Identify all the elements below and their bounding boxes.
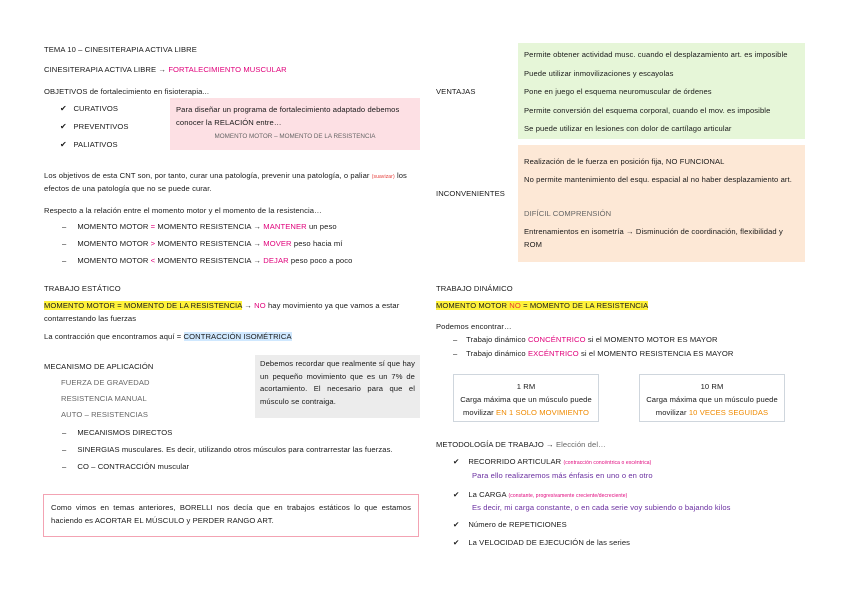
rm10-title: 10 RM — [700, 382, 724, 391]
para-note: (suavizar) — [371, 174, 395, 180]
mecanismo-title: MECANISMO DE APLICACIÓN — [44, 362, 154, 371]
rel-verb: MANTENER — [263, 222, 307, 231]
rel-b: MOMENTO RESISTENCIA → — [157, 222, 262, 231]
mecanismo-dash: – CO – CONTRACCIÓN muscular — [62, 462, 190, 471]
met-sub: Para ello realizaremos más énfasis en uno o en otro — [472, 471, 653, 480]
tipo-pre: Trabajo dinámico — [466, 349, 526, 358]
contraccion-line — [44, 332, 292, 341]
met-label: Número de REPETICIONES — [468, 520, 567, 529]
rel-rest: peso hacia mí — [293, 239, 343, 248]
rm10-box — [639, 374, 785, 422]
cin-label: CINESITERAPIA ACTIVA LIBRE → — [44, 65, 167, 74]
rel-a: MOMENTO MOTOR — [77, 256, 149, 265]
relacion-intro: Respecto a la relación entre el momento motor y el momento de la resistencia… — [44, 206, 322, 215]
tipo-post: si el MOMENTO RESISTENCIA ES MAYOR — [580, 349, 734, 358]
ventajas-label: VENTAJAS — [436, 87, 476, 96]
relacion-row: – MOMENTO MOTOR < MOMENTO RESISTENCIA → DEJAR peso poco a poco — [62, 256, 353, 265]
estatico-title: TRABAJO ESTÁTICO — [44, 284, 121, 293]
check-icon: ✔ — [60, 140, 67, 149]
rel-verb: DEJAR — [263, 256, 289, 265]
inconvenientes-box — [518, 145, 805, 262]
met-item — [453, 520, 567, 529]
mec-dash-text: MECANISMOS DIRECTOS — [77, 428, 173, 437]
list-item — [60, 104, 118, 113]
inconveniente-item: No permite mantenimiento del esqu. espacial al no haber desplazamiento art. — [524, 175, 792, 184]
arrow: → — [244, 301, 252, 310]
dinamico-a: MOMENTO MOTOR — [436, 301, 508, 310]
estatico-no: NO — [254, 301, 266, 310]
tipo-row: – Trabajo dinámico CONCÉNTRICO si el MOMENTO MOTOR ES MAYOR — [453, 335, 718, 344]
grey-note-text: Debemos recordar que realmente sí que hay un pequeño movimiento que es un 7% de acortamiento. El necesario para que el músculo se contraiga. — [260, 359, 415, 406]
contraccion-value: CONTRACCIÓN ISOMÉTRICA — [183, 332, 292, 341]
check-icon: ✔ — [453, 520, 460, 529]
met-label: RECORRIDO ARTICULAR — [468, 457, 562, 466]
mecanismo-item: AUTO – RESISTENCIAS — [61, 410, 148, 419]
check-icon: ✔ — [453, 490, 460, 499]
check-icon: ✔ — [60, 104, 67, 113]
dinamico-no: NO — [509, 301, 521, 310]
rel-verb: MOVER — [263, 239, 292, 248]
objetivo-label: CURATIVOS — [73, 104, 119, 113]
relacion-row: – MOMENTO MOTOR = MOMENTO RESISTENCIA → MANTENER un peso — [62, 222, 337, 231]
rm1-highlight: EN 1 SOLO MOVIMIENTO — [496, 408, 590, 417]
rel-a: MOMENTO MOTOR — [77, 239, 149, 248]
estatico-line — [44, 301, 399, 310]
relacion-row: – MOMENTO MOTOR > MOMENTO RESISTENCIA → MOVER peso hacia mí — [62, 239, 343, 248]
tipo-row: – Trabajo dinámico EXCÉNTRICO si el MOMENTO RESISTENCIA ES MAYOR — [453, 349, 734, 358]
cinesiterapia-line — [44, 65, 287, 74]
objetivo-label: PALIATIVOS — [73, 140, 118, 149]
tipo-post: si el MOMENTO MOTOR ES MAYOR — [587, 335, 718, 344]
inconveniente-item: Realización de le fuerza en posición fija, NO FUNCIONAL — [524, 157, 725, 166]
para-text: Los objetivos de esta CNT son, por tanto, curar una patología, prevenir una patología, o paliar — [44, 171, 370, 180]
met-item — [453, 457, 651, 466]
mecanismo-dash: – SINERGIAS musculares. Es decir, utilizando otros músculos para contrarrestar las fuerzas. — [62, 445, 393, 454]
inconveniente-item: DIFÍCIL COMPRENSIÓN — [524, 209, 612, 218]
mec-dash-text: CO – CONTRACCIÓN muscular — [77, 462, 190, 471]
ventaja-item: Permite obtener actividad musc. cuando el desplazamiento art. es imposible — [524, 50, 788, 59]
dinamico-line — [436, 301, 648, 310]
podemos-text: Podemos encontrar… — [436, 322, 512, 331]
dinamico-title: TRABAJO DINÁMICO — [436, 284, 513, 293]
rel-rest: un peso — [308, 222, 337, 231]
mecanismo-dash: – MECANISMOS DIRECTOS — [62, 428, 173, 437]
ventaja-item: Permite conversión del esquema corporal, cuando el mov. es imposible — [524, 105, 771, 115]
met-item — [453, 490, 627, 499]
pink-note-text: Para diseñar un programa de fortalecimiento adaptado debemos conocer la RELACIÓN entre… — [176, 105, 400, 127]
tipo-kind: CONCÉNTRICO — [527, 335, 586, 344]
rel-op: > — [150, 239, 156, 248]
borelli-box — [43, 494, 419, 537]
rm10-highlight: 10 VECES SEGUIDAS — [688, 408, 769, 417]
rel-b: MOMENTO RESISTENCIA → — [157, 239, 262, 248]
mecanismo-item: FUERZA DE GRAVEDAD — [61, 378, 150, 387]
inconveniente-item: Entrenamientos en isometría → Disminución de coordinación, flexibilidad y ROM — [524, 227, 783, 249]
rel-b: MOMENTO RESISTENCIA → — [157, 256, 262, 265]
rm1-title: 1 RM — [516, 382, 536, 391]
check-icon: ✔ — [60, 122, 67, 131]
list-item — [60, 140, 118, 149]
ventajas-box — [518, 43, 805, 139]
pink-note-sub: MOMENTO MOTOR – MOMENTO DE LA RESISTENCIA — [214, 133, 376, 140]
objetivos-paragraph — [44, 171, 407, 180]
grey-note-box — [255, 355, 420, 418]
list-item — [60, 122, 129, 131]
pink-note-box — [170, 98, 420, 150]
met-label: La VELOCIDAD DE EJECUCIÓN de las series — [468, 538, 631, 547]
mecanismo-item: RESISTENCIA MANUAL — [61, 394, 147, 403]
objetivo-label: PREVENTIVOS — [73, 122, 129, 131]
met-note: (contracción concéntrica o excéntrica) — [563, 460, 652, 466]
rm1-line2: movilizar — [462, 408, 494, 417]
dinamico-b: = MOMENTO DE LA RESISTENCIA — [523, 301, 649, 310]
rel-op: < — [150, 256, 156, 265]
inconvenientes-label: INCONVENIENTES — [436, 189, 505, 198]
dinamico-highlight — [436, 301, 648, 310]
tipo-kind: EXCÉNTRICO — [527, 349, 579, 358]
metodologia-rest: Elección del… — [555, 440, 606, 449]
rel-a: MOMENTO MOTOR — [77, 222, 149, 231]
rm10-line1: Carga máxima que un músculo puede — [646, 395, 778, 404]
objetivos-paragraph-2: efectos de una patología que no se puede curar. — [44, 184, 212, 193]
tipo-pre: Trabajo dinámico — [466, 335, 526, 344]
rm1-line1: Carga máxima que un músculo puede — [460, 395, 592, 404]
met-label: La CARGA — [468, 490, 507, 499]
objetivos-title: OBJETIVOS de fortalecimiento en fisioterapia... — [44, 87, 210, 96]
check-icon: ✔ — [453, 457, 460, 466]
page-title: TEMA 10 – CINESITERAPIA ACTIVA LIBRE — [44, 45, 197, 54]
metodologia-label: METODOLOGÍA DE TRABAJO → — [436, 440, 554, 449]
para-end: los — [396, 171, 407, 180]
rel-rest: peso poco a poco — [290, 256, 353, 265]
rm10-line2: movilizar — [655, 408, 687, 417]
ventaja-item: Puede utilizar inmovilizaciones y escayolas — [524, 68, 674, 78]
check-icon: ✔ — [453, 538, 460, 547]
rm1-box — [453, 374, 599, 422]
metodologia-line — [436, 440, 606, 449]
ventaja-item: Se puede utilizar en lesiones con dolor de cartílago articular — [524, 124, 732, 133]
met-note: (constante, progresivamente creciente/decreciente) — [508, 493, 628, 499]
borelli-text: Como vimos en temas anteriores, BORELLI nos decía que en trabajos estáticos lo que estamos haciendo es ACORTAR EL MÚSCULO y PERDER RANGO ART. — [51, 503, 411, 525]
estatico-rest: hay movimiento ya que vamos a estar — [267, 301, 400, 310]
estatico-highlight: MOMENTO MOTOR = MOMENTO DE LA RESISTENCIA — [44, 301, 242, 310]
met-item — [453, 538, 630, 547]
cin-value: FORTALECIMIENTO MUSCULAR — [168, 65, 287, 74]
rel-op: = — [150, 222, 156, 231]
estatico-line-2: contarrestando las fuerzas — [44, 314, 137, 323]
met-sub: Es decir, mi carga constante, o en cada serie voy subiendo o bajando kilos — [472, 503, 731, 512]
ventaja-item: Pone en juego el esquema neuromuscular de órdenes — [524, 87, 712, 96]
mec-dash-text: SINERGIAS musculares. Es decir, utilizando otros músculos para contrarrestar las fuerzas. — [77, 445, 393, 454]
contraccion-label: La contracción que encontramos aquí = — [44, 332, 182, 341]
